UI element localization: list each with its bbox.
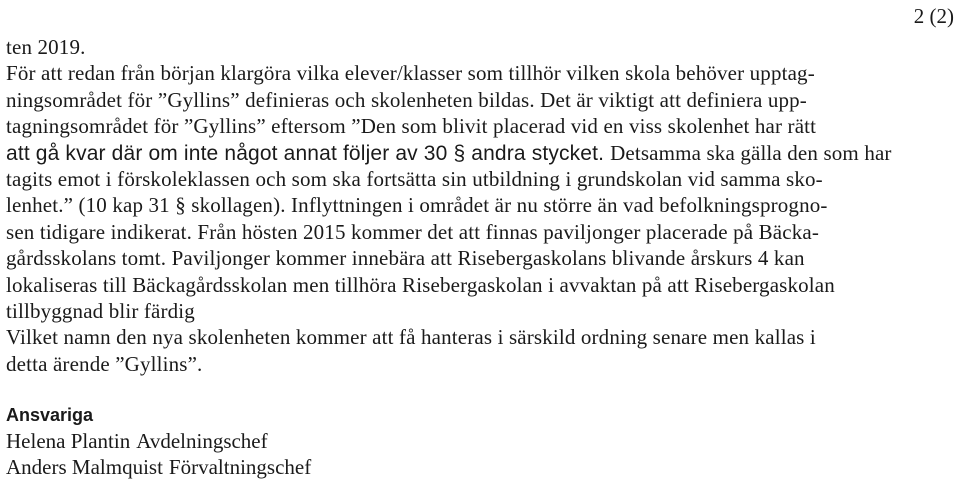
responsible-person xyxy=(6,428,311,454)
person-title: Avdelningschef xyxy=(136,429,268,453)
text-line: För att redan från början klargöra vilka elever/klasser som tillhör vilken skola behöver upptag- xyxy=(6,61,815,86)
text-line: tagningsområdet för ”Gyllins” eftersom ”Den som blivit placerad vid en viss skolenhet har rätt xyxy=(6,114,817,139)
person-title: Förvaltningschef xyxy=(168,455,312,479)
text-line: ningsområdet för ”Gyllins” definieras och skolenheten bildas. Det är viktigt att definiera upp- xyxy=(6,87,807,112)
text-line: ten 2019. xyxy=(6,35,86,59)
text-line: gårdsskolans tomt. Paviljonger kommer innebära att Risebergaskolans blivande årskurs 4 kan xyxy=(6,246,805,271)
text-line: tillbyggnad blir färdig xyxy=(6,298,195,323)
text-line: Vilket namn den nya skolenheten kommer att få hanteras i särskild ordning senare men kallas i xyxy=(6,325,816,350)
text-line: att gå kvar där om inte något annat följer av 30 § andra stycket. Detsamma ska gälla den som har xyxy=(6,140,892,165)
person-name: Anders Malmquist xyxy=(6,455,163,479)
text-line: lenhet.” (10 kap 31 § skollagen). Inflyttningen i området är nu större än vad befolkningsprogno- xyxy=(6,193,828,218)
document-body xyxy=(6,34,906,377)
responsible-heading: Ansvariga xyxy=(6,405,94,425)
page-number: 2 (2) xyxy=(913,4,954,28)
text-line: detta ärende ”Gyllins”. xyxy=(6,351,203,376)
text-line: lokaliseras till Bäckagårdsskolan men tillhöra Risebergaskolan i avvaktan på att Risebergaskolan xyxy=(6,272,835,297)
person-name: Helena Plantin xyxy=(6,429,131,453)
text-line: sen tidigare indikerat. Från hösten 2015 kommer det att finnas paviljonger placerade på Bäcka- xyxy=(6,219,819,244)
responsible-person xyxy=(6,454,311,480)
responsible-section xyxy=(6,404,311,480)
text-line: tagits emot i förskoleklassen och som ska fortsätta sin utbildning i grundskolan vid samma sko- xyxy=(6,166,823,191)
